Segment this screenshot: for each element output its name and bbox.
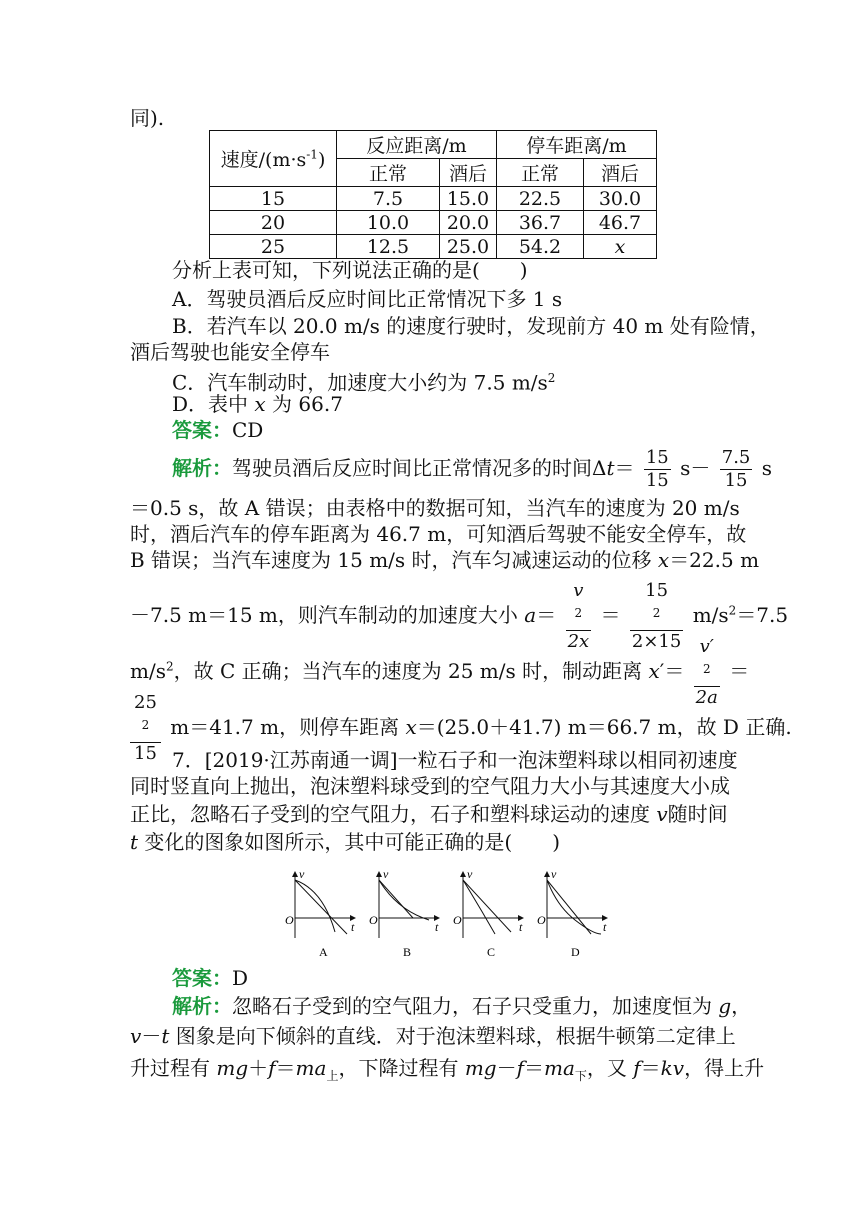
q7-answer: 答案：D bbox=[172, 966, 249, 990]
q7-explanation-line3: 升过程有 $mg+f=ma_上$，下降过程有 $mg-f=ma_下$，又 f＝kv，得上升 bbox=[130, 1056, 765, 1083]
q7-stem-line3: 正比，忽略石子受到的空气阻力，石子和塑料球运动的速度 v随时间 bbox=[130, 802, 728, 826]
graph-label-b: B bbox=[403, 945, 412, 959]
intro-tail: 同). bbox=[130, 106, 165, 130]
q6-explanation-line2: ＝0.5 s，故 A 错误；由表格中的数据可知，当汽车的速度为 20 m/s bbox=[130, 496, 740, 520]
graph-label-a: A bbox=[319, 945, 328, 959]
q6-option-d: D．表中 x 为 66.7 bbox=[172, 392, 343, 416]
q6-explanation-line7: 25 $^2$ 15 m＝41.7 m，则停车距离 x＝(25.0＋41.7) m＝66.7 m，故 D 正确. bbox=[130, 692, 792, 765]
fraction: 15 $^2$ 2×15 bbox=[631, 580, 682, 652]
q6-explanation-line3: 时，酒后汽车的停车距离为 46.7 m，可知酒后驾驶不能安全停车，故 bbox=[130, 522, 747, 546]
graph-c bbox=[453, 868, 523, 959]
q6-answer: 答案：CD bbox=[172, 418, 264, 442]
data-table bbox=[209, 130, 657, 259]
q6-explanation-line5: －7.5 m＝15 m，则汽车制动的加速度大小 a＝ v $^2$ 2x ＝ 15 $^2$ 2×15 $m/s^2=7.5$ bbox=[130, 580, 789, 652]
q6-explanation-line1: 解析：驾驶员酒后反应时间比正常情况多的时间Δt＝ $\frac{15}{15}$ s－ $\frac{7.5}{15}$ s bbox=[172, 447, 773, 491]
axis-v-label: v bbox=[467, 868, 473, 881]
q6-explanation-line6: $m/s^2$，故 C 正确；当汽车的速度为 25 m/s 时，制动距离 x′＝ v′ $^2$ 2a ＝ bbox=[130, 636, 750, 708]
header-drunk: 酒后 bbox=[584, 159, 657, 187]
q7-stem-line4: t 变化的图象如图所示，其中可能正确的是( ) bbox=[130, 830, 561, 854]
fraction: $\frac{15}{15}$ bbox=[645, 447, 669, 491]
table-row: 15 7.5 15.0 22.5 30.0 bbox=[210, 187, 657, 211]
axis-v-label: v bbox=[551, 868, 557, 881]
axis-t-label: t bbox=[603, 920, 607, 934]
origin-label: O bbox=[453, 913, 462, 927]
fraction: $\frac{7.5}{15}$ bbox=[721, 447, 751, 491]
axis-t-label: t bbox=[519, 920, 523, 934]
origin-label: O bbox=[537, 913, 546, 927]
origin-label: O bbox=[285, 913, 294, 927]
graph-label-c: C bbox=[487, 945, 496, 959]
table-row: 25 12.5 25.0 54.2 x bbox=[210, 235, 657, 259]
graph-label-d: D bbox=[571, 945, 580, 959]
header-speed: 速度$/(m\cdot s^{-1})$ bbox=[210, 131, 337, 187]
q6-option-a: A．驾驶员酒后反应时间比正常情况下多 1 s bbox=[172, 287, 563, 311]
q6-option-b: B．若汽车以 20.0 m/s 的速度行驶时，发现前方 40 m 处有险情， bbox=[172, 314, 770, 338]
q7-stem-line2: 同时竖直向上抛出，泡沫塑料球受到的空气阻力大小与其速度大小成 bbox=[130, 774, 730, 798]
fraction: v $^2$ 2x bbox=[567, 580, 590, 652]
graph-d bbox=[537, 868, 607, 959]
table-row: 20 10.0 20.0 36.7 46.7 bbox=[210, 211, 657, 235]
q7-explanation-line1: 解析：忽略石子受到的空气阻力，石子只受重力，加速度恒为 g， bbox=[172, 994, 752, 1018]
fraction: v′ $^2$ 2a bbox=[695, 636, 718, 708]
graph-b bbox=[369, 868, 439, 959]
q6-stem: 分析上表可知，下列说法正确的是( ) bbox=[172, 258, 528, 282]
header-normal: 正常 bbox=[497, 159, 584, 187]
q6-explanation-line4: B 错误；当汽车速度为 15 m/s 时，汽车匀减速运动的位移 x＝22.5 m bbox=[130, 548, 760, 572]
origin-label: O bbox=[369, 913, 378, 927]
q6-option-b-cont: 酒后驾驶也能安全停车 bbox=[130, 340, 330, 364]
header-drunk: 酒后 bbox=[440, 159, 497, 187]
axis-t-label: t bbox=[435, 920, 439, 934]
axis-v-label: v bbox=[383, 868, 389, 881]
axis-v-label: v bbox=[299, 868, 305, 881]
q7-stem-line1: 7．[2019·江苏南通一调]一粒石子和一泡沫塑料球以相同初速度 bbox=[172, 748, 738, 772]
axis-t-label: t bbox=[351, 920, 355, 934]
fraction: 25 $^2$ 15 bbox=[130, 692, 161, 765]
graph-a bbox=[285, 868, 355, 959]
velocity-time-graphs bbox=[283, 868, 623, 960]
q6-option-c: C．汽车制动时，加速度大小约为 7.5 $m/s^2$ bbox=[172, 370, 556, 395]
header-stopping-distance: 停车距离/m bbox=[497, 131, 657, 159]
header-normal: 正常 bbox=[337, 159, 440, 187]
header-reaction-distance: 反应距离/m bbox=[337, 131, 497, 159]
q7-explanation-line2: v－t 图象是向下倾斜的直线．对于泡沫塑料球，根据牛顿第二定律上 bbox=[130, 1024, 736, 1048]
